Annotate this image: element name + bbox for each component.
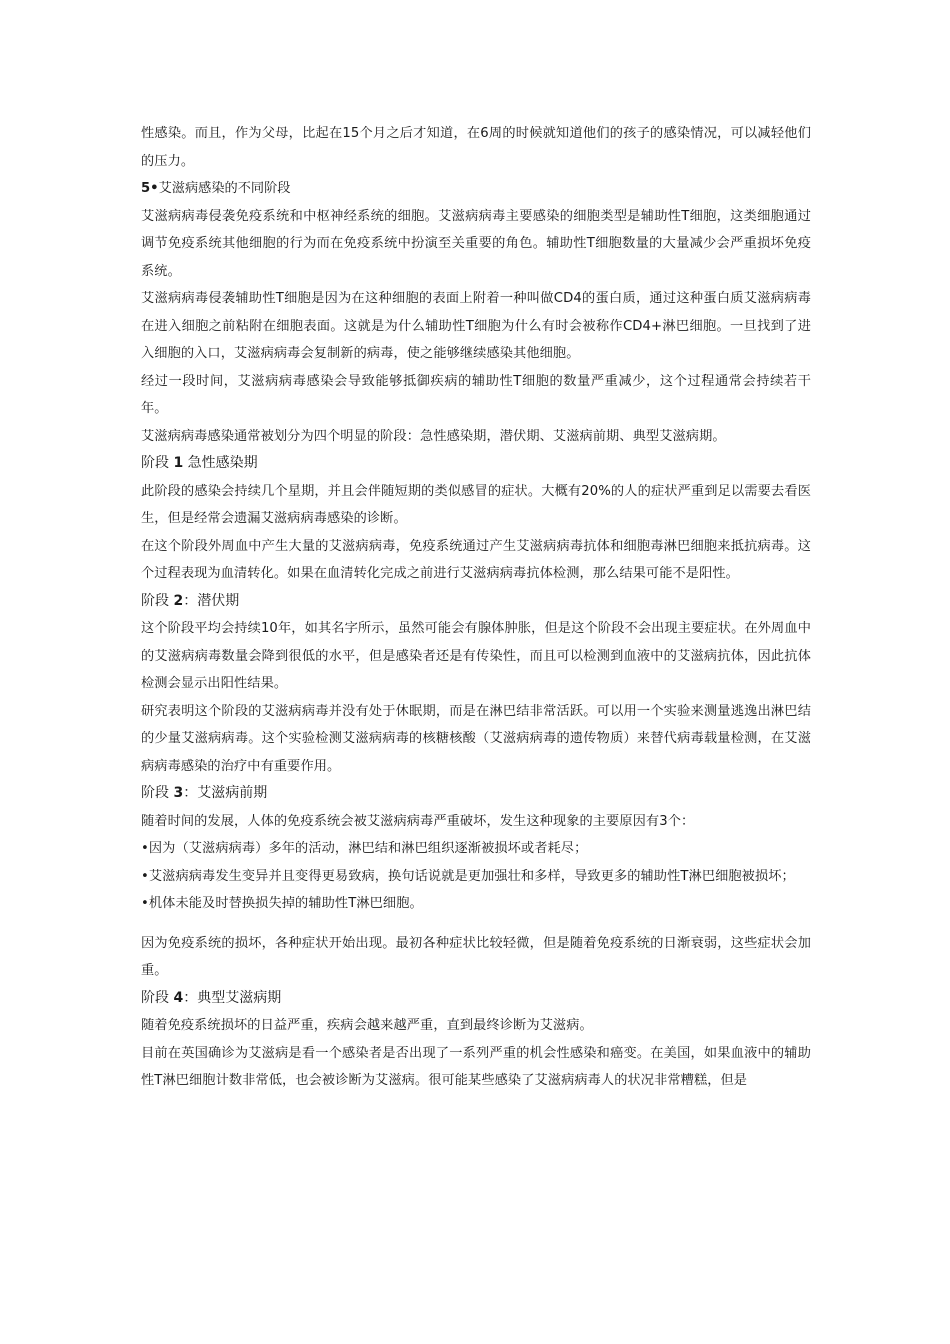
stage-title: ：潜伏期 — [183, 592, 240, 609]
section-number: 5• — [141, 181, 159, 196]
stage-prefix: 阶段 — [141, 989, 169, 1006]
paragraph: 性感染。而且，作为父母，比起在15个月之后才知道，在6周的时候就知道他们的孩子的感染情况，可以减轻他们的压力。 — [141, 126, 811, 169]
stage-heading — [141, 985, 811, 1013]
stage-number: 3 — [173, 785, 184, 801]
paragraph: 这个阶段平均会持续10年，如其名字所示，虽然可能会有腺体肿胀，但是这个阶段不会出现主要症状。在外周血中的艾滋病病毒数量会降到很低的水平，但是感染者还是有传染性，而且可以检测到血液中的艾滋病抗体，因此抗体检测会显示出阳性结果。 — [141, 621, 811, 691]
stage-prefix: 阶段 — [141, 455, 169, 471]
bullet-item: •艾滋病病毒发生变异并且变得更易致病，换句话说就是更加强壮和多样，导致更多的辅助性T淋巴细胞被损坏； — [141, 868, 795, 884]
paragraph: 此阶段的感染会持续几个星期，并且会伴随短期的类似感冒的症状。大概有20%的人的症状严重到足以需要去看医生，但是经常会遗漏艾滋病病毒感染的诊断。 — [141, 483, 811, 526]
paragraph: 艾滋病病毒感染通常被划分为四个明显的阶段：急性感染期，潜伏期、艾滋病前期、典型艾滋病期。 — [141, 428, 726, 444]
paragraph: 因为免疫系统的损坏，各种症状开始出现。最初各种症状比较轻微，但是随着免疫系统的日渐衰弱，这些症状会加重。 — [141, 935, 811, 978]
stage-number: 2 — [173, 592, 184, 609]
paragraph: 随着免疫系统损坏的日益严重，疾病会越来越严重，直到最终诊断为艾滋病。 — [141, 1018, 593, 1033]
section-title: 艾滋病感染的不同阶段 — [158, 181, 291, 196]
paragraph: 目前在英国确诊为艾滋病是看一个感染者是否出现了一系列严重的机会性感染和癌变。在美国，如果血液中的辅助性T淋巴细胞计数非常低，也会被诊断为艾滋病。很可能某些感染了艾滋病病毒人的状况非常糟糕，但是 — [141, 1045, 811, 1088]
stage-heading — [141, 588, 811, 616]
paragraph: 研究表明这个阶段的艾滋病病毒并没有处于休眠期，而是在淋巴结非常活跃。可以用一个实验来测量逃逸出淋巴结的少量艾滋病病毒。这个实验检测艾滋病病毒的核糖核酸（艾滋病病毒的遗传物质）来替代病毒载量检测，在艾滋病病毒感染的治疗中有重要作用。 — [141, 703, 811, 774]
spacer — [141, 918, 811, 930]
stage-number: 1 — [173, 455, 184, 471]
stage-title: 急性感染期 — [187, 455, 258, 471]
paragraph: 经过一段时间，艾滋病病毒感染会导致能够抵御疾病的辅助性T细胞的数量严重减少，这个过程通常会持续若干年。 — [141, 373, 811, 416]
bullet-item: •机体未能及时替换损失掉的辅助性T淋巴细胞。 — [141, 896, 423, 911]
stage-heading — [141, 780, 811, 808]
paragraph: 在这个阶段外周血中产生大量的艾滋病病毒，免疫系统通过产生艾滋病病毒抗体和细胞毒淋巴细胞来抵抗病毒。这个过程表现为血清转化。如果在血清转化完成之前进行艾滋病病毒抗体检测，那么结果可能不是阳性。 — [141, 538, 811, 581]
document-body — [141, 120, 811, 1095]
stage-prefix: 阶段 — [141, 592, 169, 609]
paragraph: 随着时间的发展，人体的免疫系统会被艾滋病病毒严重破坏，发生这种现象的主要原因有3个： — [141, 813, 695, 829]
bullet-item: •因为（艾滋病病毒）多年的活动，淋巴结和淋巴组织逐渐被损坏或者耗尽； — [141, 841, 588, 856]
stage-heading — [141, 450, 811, 478]
paragraph: 艾滋病病毒侵袭免疫系统和中枢神经系统的细胞。艾滋病病毒主要感染的细胞类型是辅助性T细胞，这类细胞通过调节免疫系统其他细胞的行为而在免疫系统中扮演至关重要的角色。辅助性T细胞数量的大量减少会严重损坏免疫系统。 — [141, 208, 811, 279]
stage-number: 4 — [173, 989, 184, 1006]
stage-title: ：典型艾滋病期 — [183, 989, 282, 1006]
paragraph: 艾滋病病毒侵袭辅助性T细胞是因为在这种细胞的表面上附着一种叫做CD4的蛋白质，通过这种蛋白质艾滋病病毒在进入细胞之前粘附在细胞表面。这就是为什么辅助性T细胞为什么有时会被称作CD4+淋巴细胞。一旦找到了进入细胞的入口，艾滋病病毒会复制新的病毒，使之能够继续感染其他细胞。 — [141, 291, 811, 361]
section-heading — [141, 175, 811, 203]
stage-title: ：艾滋病前期 — [183, 785, 268, 801]
stage-prefix: 阶段 — [141, 785, 169, 801]
